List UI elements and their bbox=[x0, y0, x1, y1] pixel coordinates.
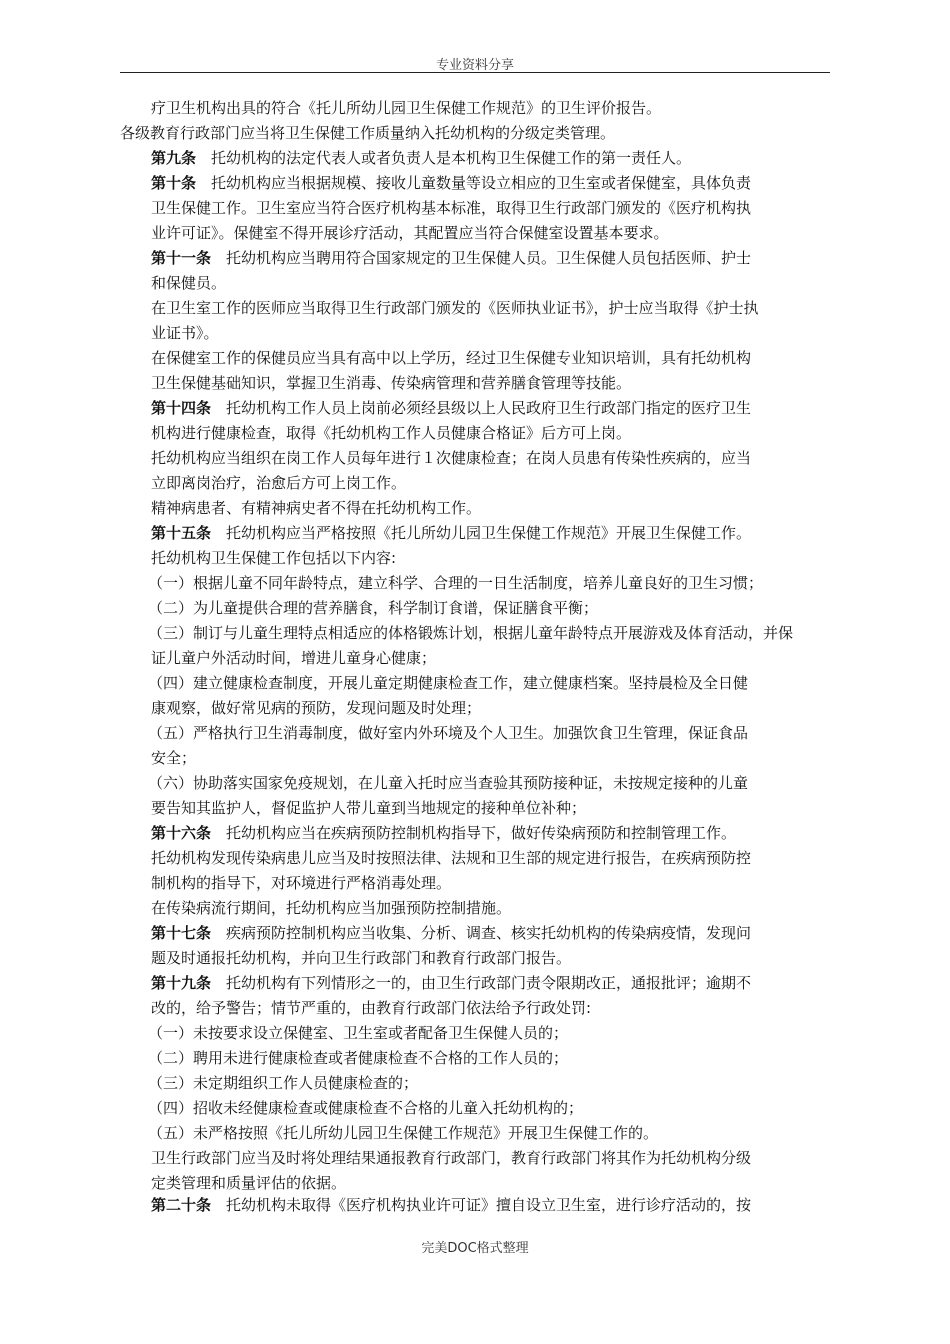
article-number: 第九条 bbox=[151, 149, 197, 167]
text-line bbox=[148, 1096, 583, 1120]
text-line bbox=[151, 421, 631, 445]
text-line bbox=[151, 496, 481, 520]
text-line bbox=[151, 1171, 346, 1195]
text-line bbox=[151, 321, 219, 345]
line-text: 业许可证》。保健室不得开展诊疗活动，其配置应当符合保健室设置基本要求。 bbox=[151, 224, 669, 242]
page-header: 专业资料分享 bbox=[435, 58, 514, 73]
text-line bbox=[151, 221, 669, 245]
text-line bbox=[151, 196, 751, 220]
line-text: 机构进行健康检查，取得《托幼机构工作人员健康合格证》后方可上岗。 bbox=[151, 424, 632, 442]
page-footer: 完美DOC格式整理 bbox=[421, 1241, 529, 1256]
line-text: 卫生保健工作。卫生室应当符合医疗机构基本标准，取得卫生行政部门颁发的《医疗机构执 bbox=[151, 199, 752, 217]
text-line bbox=[151, 646, 436, 670]
line-text: 安全； bbox=[151, 749, 197, 767]
text-line bbox=[151, 471, 406, 495]
line-text: 证儿童户外活动时间，增进儿童身心健康； bbox=[151, 649, 437, 667]
text-line bbox=[151, 346, 751, 370]
article-number: 第十四条 bbox=[151, 399, 212, 417]
line-text: 托幼机构应当在疾病预防控制机构指导下，做好传染病预防和控制管理工作。 bbox=[211, 824, 737, 842]
text-line bbox=[151, 96, 661, 120]
line-text: 卫生保健基础知识，掌握卫生消毒、传染病管理和营养膳食管理等技能。 bbox=[151, 374, 632, 392]
text-line bbox=[151, 871, 451, 895]
text-line bbox=[148, 621, 793, 645]
line-text: 精神病患者、有精神病史者不得在托幼机构工作。 bbox=[151, 499, 482, 517]
text-line bbox=[151, 996, 591, 1020]
text-line bbox=[151, 1146, 751, 1170]
text-line bbox=[151, 546, 396, 570]
article-number: 第二十条 bbox=[151, 1196, 212, 1214]
text-line bbox=[151, 696, 481, 720]
text-line bbox=[151, 746, 196, 770]
line-text: 在保健室工作的保健员应当具有高中以上学历，经过卫生保健专业知识培训，具有托幼机构 bbox=[151, 349, 752, 367]
line-text: 各级教育行政部门应当将卫生保健工作质量纳入托幼机构的分级定类管理。 bbox=[120, 124, 616, 142]
text-line bbox=[151, 796, 586, 820]
line-text: 在传染病流行期间，托幼机构应当加强预防控制措施。 bbox=[151, 899, 512, 917]
text-line bbox=[151, 521, 751, 545]
line-text: （五）严格执行卫生消毒制度，做好室内外环境及个人卫生。加强饮食卫生管理，保证食品 bbox=[148, 724, 749, 742]
line-text: （二）聘用未进行健康检查或者健康检查不合格的工作人员的； bbox=[148, 1049, 569, 1067]
line-text: 要告知其监护人，督促监护人带儿童到当地规定的接种单位补种； bbox=[151, 799, 587, 817]
text-line bbox=[151, 171, 751, 195]
text-line bbox=[151, 946, 571, 970]
text-line bbox=[148, 571, 763, 595]
line-text: 制机构的指导下，对环境进行严格消毒处理。 bbox=[151, 874, 452, 892]
text-line bbox=[151, 146, 691, 170]
line-text: 托幼机构工作人员上岗前必须经县级以上人民政府卫生行政部门指定的医疗卫生 bbox=[211, 399, 752, 417]
article-number: 第十六条 bbox=[151, 824, 212, 842]
text-line bbox=[151, 846, 751, 870]
line-text: 托幼机构卫生保健工作包括以下内容: bbox=[151, 549, 397, 567]
text-line bbox=[151, 396, 751, 420]
line-text: 托幼机构应当聘用符合国家规定的卫生保健人员。卫生保健人员包括医师、护士 bbox=[211, 249, 752, 267]
text-line bbox=[148, 671, 748, 695]
line-text: 疾病预防控制机构应当收集、分析、调查、核实托幼机构的传染病疫情，发现问 bbox=[211, 924, 752, 942]
line-text: （六）协助落实国家免疫规划，在儿童入托时应当查验其预防接种证，未按规定接种的儿童 bbox=[148, 774, 749, 792]
text-line bbox=[151, 1193, 751, 1217]
line-text: 康观察，做好常见病的预防，发现问题及时处理； bbox=[151, 699, 482, 717]
line-text: （二）为儿童提供合理的营养膳食，科学制订食谱，保证膳食平衡； bbox=[148, 599, 599, 617]
text-line bbox=[148, 596, 598, 620]
article-number: 第十七条 bbox=[151, 924, 212, 942]
text-line bbox=[151, 821, 736, 845]
line-text: （三）未定期组织工作人员健康检查的； bbox=[148, 1074, 419, 1092]
line-text: （四）建立健康检查制度，开展儿童定期健康检查工作，建立健康档案。坚持晨检及全日健 bbox=[148, 674, 749, 692]
line-text: 托幼机构应当组织在岗工作人员每年进行１次健康检查；在岗人员患有传染性疾病的，应当 bbox=[151, 449, 752, 467]
text-line bbox=[148, 1021, 568, 1045]
text-line bbox=[151, 296, 759, 320]
article-number: 第十一条 bbox=[151, 249, 212, 267]
text-line bbox=[151, 246, 751, 270]
text-line bbox=[148, 771, 748, 795]
line-text: （三）制订与儿童生理特点相适应的体格锻炼计划，根据儿童年龄特点开展游戏及体育活动，并保 bbox=[148, 624, 794, 642]
article-number: 第十五条 bbox=[151, 524, 212, 542]
line-text: 托幼机构应当根据规模、接收儿童数量等设立相应的卫生室或者保健室，具体负责 bbox=[196, 174, 752, 192]
text-line bbox=[151, 896, 511, 920]
text-line bbox=[148, 1046, 568, 1070]
line-text: 业证书》。 bbox=[151, 324, 219, 342]
text-line bbox=[120, 121, 615, 145]
line-text: 托幼机构的法定代表人或者负责人是本机构卫生保健工作的第一责任人。 bbox=[196, 149, 692, 167]
text-line bbox=[151, 446, 751, 470]
text-line bbox=[151, 921, 751, 945]
line-text: 托幼机构发现传染病患儿应当及时按照法律、法规和卫生部的规定进行报告，在疾病预防控 bbox=[151, 849, 752, 867]
line-text: 疗卫生机构出具的符合《托儿所幼儿园卫生保健工作规范》的卫生评价报告。 bbox=[151, 99, 662, 117]
text-line bbox=[151, 271, 226, 295]
header-divider bbox=[120, 72, 830, 73]
text-line bbox=[151, 971, 751, 995]
line-text: 在卫生室工作的医师应当取得卫生行政部门颁发的《医师执业证书》，护士应当取得《护士执 bbox=[151, 299, 759, 317]
line-text: 托幼机构未取得《医疗机构执业许可证》擅自设立卫生室，进行诊疗活动的，按 bbox=[211, 1196, 752, 1214]
line-text: 卫生行政部门应当及时将处理结果通报教育行政部门，教育行政部门将其作为托幼机构分级 bbox=[151, 1149, 752, 1167]
line-text: 托幼机构有下列情形之一的，由卫生行政部门责令限期改正，通报批评；逾期不 bbox=[211, 974, 752, 992]
line-text: （一）未按要求设立保健室、卫生室或者配备卫生保健人员的； bbox=[148, 1024, 569, 1042]
article-number: 第十条 bbox=[151, 174, 197, 192]
line-text: 题及时通报托幼机构，并向卫生行政部门和教育行政部门报告。 bbox=[151, 949, 572, 967]
line-text: （五）未严格按照《托儿所幼儿园卫生保健工作规范》开展卫生保健工作的。 bbox=[148, 1124, 659, 1142]
line-text: （一）根据儿童不同年龄特点，建立科学、合理的一日生活制度，培养儿童良好的卫生习惯； bbox=[148, 574, 764, 592]
text-line bbox=[151, 371, 631, 395]
text-line bbox=[148, 1071, 418, 1095]
article-number: 第十九条 bbox=[151, 974, 212, 992]
line-text: 改的，给予警告；情节严重的，由教育行政部门依法给予行政处罚: bbox=[151, 999, 592, 1017]
text-line bbox=[148, 721, 748, 745]
line-text: （四）招收未经健康检查或健康检查不合格的儿童入托幼机构的； bbox=[148, 1099, 584, 1117]
line-text: 托幼机构应当严格按照《托儿所幼儿园卫生保健工作规范》开展卫生保健工作。 bbox=[211, 524, 752, 542]
line-text: 立即离岗治疗，治愈后方可上岗工作。 bbox=[151, 474, 407, 492]
line-text: 和保健员。 bbox=[151, 274, 227, 292]
line-text: 定类管理和质量评估的依据。 bbox=[151, 1174, 347, 1192]
text-line bbox=[148, 1121, 658, 1145]
